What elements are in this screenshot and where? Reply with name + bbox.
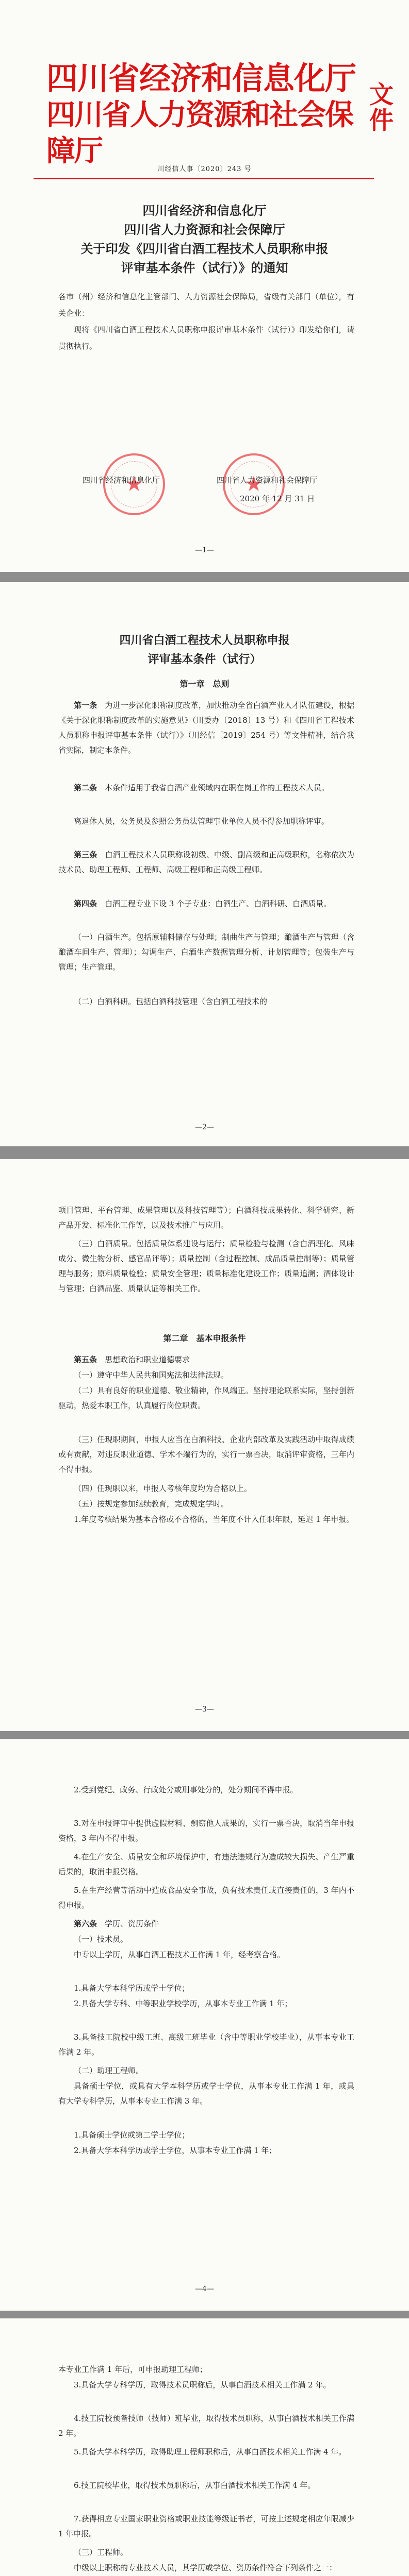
article-label: 第六条 — [74, 1919, 97, 1928]
document-page-5 — [0, 2318, 409, 2576]
article-label: 第四条 — [74, 899, 97, 908]
paragraph: （三）白酒质量。包括质量体系建设与运行；质量检验与检测（含白酒理化、风味成分、微生物分析、感官品评等）；质量控制（含过程控制、成品质量控制等）；质量管理与服务；原料质量检验；质量安全管理；质量标准化建设工作；质量追溯；酒体设计与管理；白酒品鉴、质量认证等相关工作。 — [58, 1239, 354, 1293]
paragraph: 具备硕士学位，或具有大学本科学历或学士学位，从事本专业工作满 1 年，或具有大学专科学历，从事本专业工作满 3 年。 — [58, 2081, 354, 2106]
article-5 — [58, 1352, 354, 1367]
article-4-item-1: （一）白酒生产。包括原辅料储存与处理；制曲生产与管理；酿酒生产与管理（含酿酒车间生产、管理）；勾调生产、白酒生产数据管理分析、计划管理等；包装生产与管理；生产管理。 — [58, 933, 354, 972]
list-item: 4.技工院校预备技师（技师）班毕业，取得技术员职称，从事白酒技术相关工作满 2 年。 — [58, 2414, 354, 2438]
regulation-title-line: 评审基本条件（试行） — [148, 653, 261, 666]
signer-left: 四川省经济和信息化厅 — [83, 476, 160, 485]
article-5-item: （三）任现职期间，申报人应当在白酒科技、企业内部改革及实践活动中取得成绩或有贡献，对违反职业道德、学术不端行为的，实行一票否决，取消评审资格，三年内不得申报。 — [58, 1435, 354, 1474]
page-number: —4— — [195, 2285, 214, 2293]
article-text: 白酒工程专业下设 3 个子专业：白酒生产、白酒科研、白酒质量。 — [105, 899, 332, 908]
paragraph: 2.受到党纪、政务、行政处分或刑事处分的，处分期间不得申报。 — [74, 1785, 298, 1794]
article-label: 第五条 — [74, 1355, 97, 1364]
chapter-heading: 第二章 基本申报条件 — [163, 1333, 246, 1343]
article-text: 白酒工程技术人员职称设初级、中级、副高级和正高级职称，名称依次为技术员、助理工程师、工程师、高级工程师和正高级工程师。 — [58, 850, 354, 874]
paragraph: 4.在生产安全、质量安全和环境保护中，有违法违规行为造成较大损失、产生严重后果的，取消申报资格。 — [58, 1852, 354, 1876]
list-item: 2.具备大学专科、中等职业学校学历，从事本专业工作满 1 年； — [74, 1999, 292, 2008]
article-label: 第二条 — [74, 783, 97, 792]
notice-title — [0, 201, 409, 277]
notice-title-line: 评审基本条件（试行）》的通知 — [121, 260, 288, 275]
notice-title-line: 四川省人力资源和社会保障厅 — [124, 222, 285, 237]
document-page-3 — [0, 1159, 409, 1731]
notice-body: 现将《四川省白酒工程技术人员职称申报评审基本条件（试行）》印发给你们，请贯彻执行。 — [58, 325, 354, 351]
chapter-heading: 第一章 总则 — [179, 679, 230, 689]
article-1 — [58, 698, 354, 758]
issue-date: 2020 年 12 月 31 日 — [240, 494, 315, 503]
subsection-heading: （二）助理工程师。 — [74, 2066, 144, 2075]
article-label: 第一条 — [74, 701, 97, 710]
subsection-heading: （一）技术员。 — [74, 1935, 128, 1944]
paragraph: 本专业工作满 1 年后，可申报助理工程师； — [58, 2365, 208, 2374]
list-item: 5.具备大学本科学历，取得助理工程师职称后，从事白酒技术相关工作满 4 年。 — [74, 2447, 347, 2456]
red-letterhead — [46, 60, 394, 169]
article-2-supplement: 离退休人员，公务员及参照公务员法管理事业单位人员不得参加职称评审。 — [74, 817, 330, 826]
notice-title-line: 关于印发《四川省白酒工程技术人员职称申报 — [80, 241, 329, 256]
article-6 — [58, 1917, 354, 1931]
regulation-title-line: 四川省白酒工程技术人员职称申报 — [119, 634, 290, 647]
subsection-heading: （三）工程师。 — [74, 2548, 128, 2557]
article-5-item: （五）按规定参加继续教育，完成规定学时。 — [74, 1499, 229, 1509]
article-5-item: 1.年度考核结果为基本合格或不合格的，当年度不计入任职年限，延迟 1 年申报。 — [74, 1515, 354, 1524]
list-item: 7.获得相应专业国家职业资格或职业技能等级证书者，可按上述规定相应年限减少 1 年申报。 — [58, 2514, 354, 2538]
article-5-item: （一）遵守中华人民共和国宪法和法律法规。 — [74, 1370, 229, 1380]
article-5-item: （四）任现职以来，申报人考核年度均为合格以上。 — [74, 1484, 252, 1493]
article-text: 学历、资历条件 — [105, 1919, 159, 1928]
letterhead-suffix: 文件 — [369, 81, 394, 135]
paragraph: 项目管理、平台管理、成果管理以及科技管理等）；白酒科技成果转化、科学研究、新产品开发、标准化工作等，以及技术推广与应用。 — [58, 1206, 354, 1230]
paragraph: 5.在生产经营等活动中造成食品安全事故，负有技术责任或直接责任的，3 年内不得申报。 — [58, 1886, 354, 1910]
notice-recipients: 各市（州）经济和信息化主管部门、人力资源社会保障局，省级有关部门（单位），有关企业： — [58, 292, 354, 318]
article-text: 为进一步深化职称制度改革，加快推动全省白酒产业人才队伍建设，根据《关于深化职称制度改革的实施意见》（川委办〔2018〕13 号）和《四川省工程技术人员职称申报评审基本条件（试行）》（川经信〔2019〕254 号）等文件精神，结合我省实际，制定本条件。 — [58, 701, 354, 755]
notice-title-line: 四川省经济和信息化厅 — [142, 203, 267, 218]
article-2 — [58, 781, 354, 795]
article-5-item: （二）具有良好的职业道德、敬业精神，作风端正。坚持理论联系实际，坚持创新驱动，热爱本职工作，认真履行岗位职责。 — [58, 1386, 354, 1410]
list-item: 3.具备技工院校中级工班、高级工班毕业（含中等职业学校毕业），从事本专业工作满 2 年。 — [58, 2032, 354, 2057]
article-text: 本条件适用于我省白酒产业领域内在职在岗工作的工程技术人员。 — [105, 783, 330, 792]
article-label: 第三条 — [74, 850, 97, 859]
page-number: —1— — [195, 546, 214, 554]
list-item: 1.具备硕士学位或第二学士学位； — [74, 2130, 190, 2140]
list-item: 2.具备大学本科学历或学士学位，从事本专业工作满 1 年； — [74, 2146, 277, 2155]
page-number: —2— — [195, 1123, 214, 1131]
letterhead-line-2: 四川省人力资源和社会保障厅 — [46, 98, 353, 168]
letterhead-line-1: 四川省经济和信息化厅 — [46, 60, 356, 97]
list-item: 3.具备大学专科学历，取得技术员职称后，从事白酒技术相关工作满 2 年。 — [74, 2380, 331, 2389]
document-page-4 — [0, 1739, 409, 2311]
list-item: 6.技工院校毕业，取得技术员职称后，从事白酒技术相关工作满 4 年。 — [74, 2481, 316, 2490]
page-number: —3— — [195, 1705, 214, 1714]
signer-right: 四川省人力资源和社会保障厅 — [217, 476, 318, 485]
document-page-2 — [0, 582, 409, 1146]
paragraph: 中级以上职称的专业技术人员，其学历或学位、资历条件符合下列条件之一： — [74, 2563, 337, 2572]
article-4-item-2: （二）白酒科研。包括白酒科技管理（含白酒工程技术的 — [74, 997, 268, 1006]
list-item: 1.具备大学本科学历或学士学位； — [74, 1984, 190, 1993]
paragraph: 3.对在申报评审中提供虚假材料、剽窃他人成果的，实行一票否决，取消当年申报资格，3 年内不得申报。 — [58, 1819, 354, 1843]
regulation-title — [0, 631, 409, 669]
paragraph: 中专以上学历，从事白酒工程技术工作满 1 年，经考察合格。 — [74, 1950, 285, 1959]
article-3 — [58, 848, 354, 877]
document-page-1 — [0, 0, 409, 572]
document-number: 川经信人事〔2020〕243 号 — [157, 165, 252, 173]
red-divider — [34, 178, 374, 179]
article-4 — [58, 896, 354, 911]
article-text: 思想政治和职业道德要求 — [105, 1355, 190, 1364]
